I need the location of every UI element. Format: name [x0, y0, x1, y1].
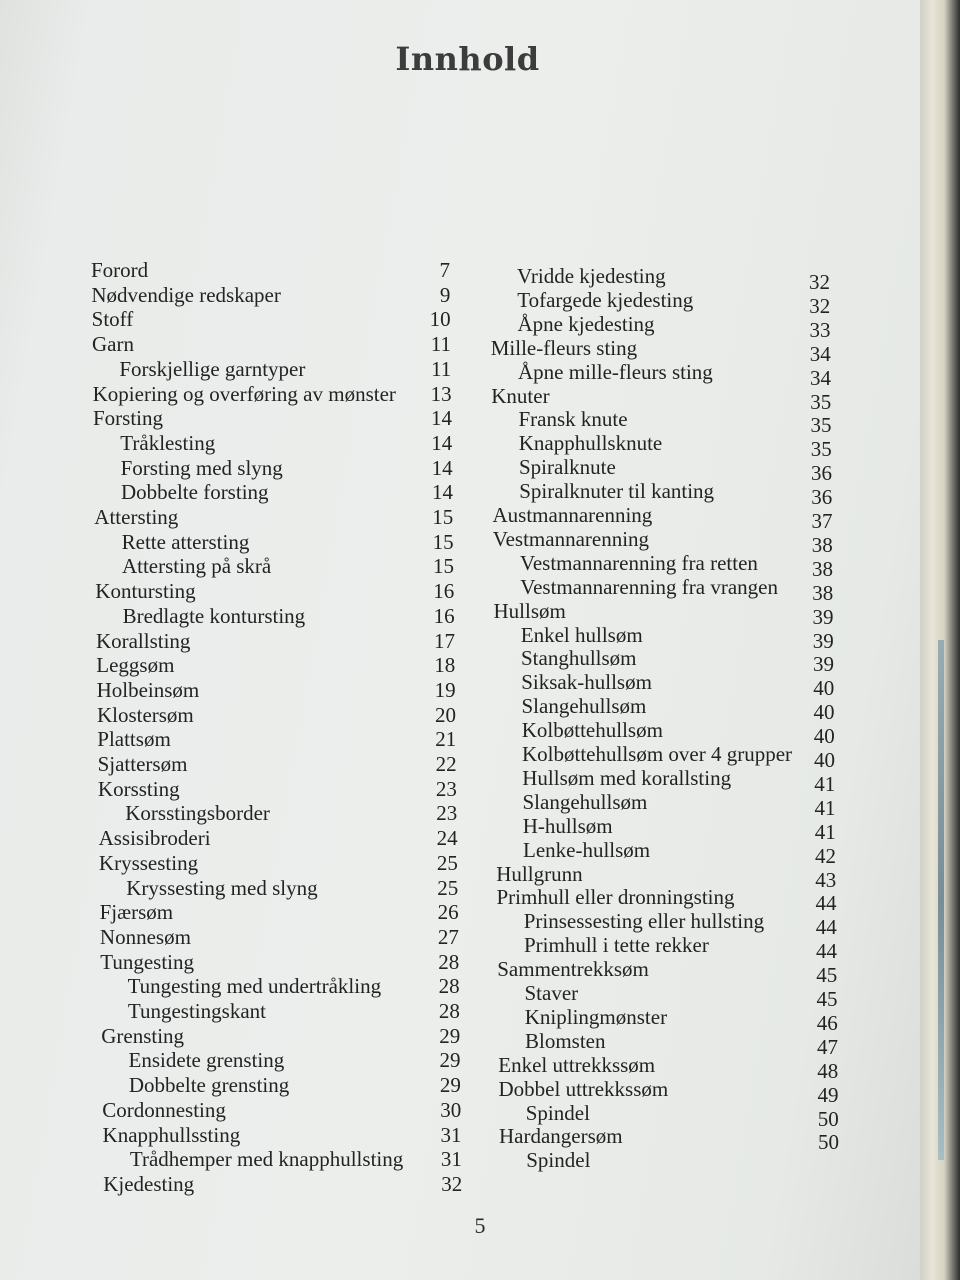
toc-entry-title: Forord: [91, 258, 149, 282]
toc-entry-title: Rette attersting: [121, 529, 250, 554]
toc-entry: [496, 837, 836, 868]
toc-entry: [497, 956, 838, 988]
toc-entry-title: Spiralknuter til kanting: [519, 479, 715, 504]
toc-entry-page: 34: [809, 341, 831, 366]
toc-entry-title: Ensidete grensting: [128, 1048, 285, 1073]
toc-entry: [495, 693, 835, 725]
toc-entry-title: Hullsøm med korallsting: [522, 765, 732, 790]
page-title: Innhold: [395, 40, 540, 78]
toc-entry: [498, 1004, 838, 1035]
toc-entry-page: 49: [817, 1082, 839, 1107]
toc-entry: [492, 454, 832, 486]
toc-entry-page: 29: [439, 1048, 461, 1073]
toc-entry-title: Fransk knute: [518, 407, 628, 432]
toc-entry: [498, 980, 838, 1011]
toc-entry-title: Forskjellige garntyper: [119, 356, 306, 381]
toc-entry-title: Leggsøm: [96, 653, 175, 678]
toc-entry-page: 44: [815, 915, 837, 940]
toc-entry: [101, 973, 460, 999]
toc-entry: [93, 381, 452, 407]
toc-entry-page: 39: [812, 628, 834, 653]
toc-entry: [492, 406, 832, 438]
toc-entry-page: 16: [433, 603, 455, 628]
toc-entry-page: 17: [433, 628, 455, 653]
toc-entry-title: Vridde kjedesting: [517, 264, 666, 288]
toc-entry-title: Stanghullsøm: [521, 646, 637, 671]
toc-entry: [103, 1122, 462, 1148]
toc-entry-title: Knuter: [491, 383, 550, 408]
toc-entry-page: 30: [440, 1097, 462, 1122]
toc-entry: [93, 430, 452, 456]
toc-entry-page: 37: [811, 509, 833, 533]
toc-entry-page: 29: [439, 1023, 461, 1048]
toc-entry-title: Primhull eller dronningsting: [496, 885, 735, 910]
cover-edge-accent: [938, 640, 944, 1160]
toc-entry-page: 23: [436, 801, 458, 826]
toc-entry-title: Tungestingskant: [127, 999, 266, 1023]
toc-entry-page: 31: [440, 1122, 462, 1147]
toc-entry-page: 13: [430, 381, 452, 406]
toc-entry-title: Grensting: [101, 1023, 185, 1048]
toc-entry-title: Vestmannarenning: [492, 526, 650, 551]
toc-entry-page: 35: [810, 413, 832, 438]
toc-entry-page: 45: [816, 963, 838, 988]
toc-entry-page: 15: [432, 554, 454, 579]
toc-entry-page: 38: [812, 556, 833, 581]
toc-entry: [95, 578, 454, 604]
toc-entry: [92, 356, 451, 382]
toc-entry: [93, 405, 452, 431]
toc-entry: [102, 1072, 461, 1098]
toc-entry: [490, 263, 830, 294]
toc-entry-page: 28: [438, 999, 460, 1023]
toc-entry-page: 41: [814, 795, 836, 820]
toc-entry: [493, 550, 833, 581]
toc-entry-title: Kopiering og overføring av mønster: [92, 381, 396, 406]
toc-entry-title: Vestmannarenning fra vrangen: [520, 574, 778, 599]
toc-entry-page: 41: [814, 771, 836, 796]
toc-entry: [499, 1147, 839, 1173]
toc-entry: [98, 800, 457, 826]
toc-entry-title: Enkel hullsøm: [520, 622, 643, 647]
toc-entry: [95, 553, 454, 579]
toc-entry: [499, 1100, 839, 1131]
toc-entry-page: 44: [816, 939, 837, 964]
toc-entry: [92, 306, 451, 332]
toc-entry-title: Mille-fleurs sting: [490, 335, 638, 360]
toc-entry: [496, 813, 836, 844]
toc-entry-title: Spiralknute: [519, 455, 616, 480]
toc-entry-title: Prinsessesting eller hullsting: [523, 909, 765, 934]
toc-entry: [494, 622, 834, 653]
toc-entry-page: 38: [812, 580, 834, 605]
toc-entry-title: Nonnesøm: [99, 924, 191, 949]
toc-entry-title: Knapphullsknute: [518, 431, 663, 456]
toc-entry: [101, 998, 460, 1024]
toc-entry: [94, 479, 453, 505]
toc-entry-page: 31: [440, 1147, 462, 1172]
toc-entry-title: Trådhemper med knapphullsting: [129, 1147, 404, 1172]
toc-entry-page: 32: [809, 293, 831, 318]
toc-entry: [495, 741, 835, 772]
toc-entry-title: Garn: [91, 332, 134, 357]
toc-entry-page: 39: [813, 652, 834, 677]
toc-entry: [100, 924, 459, 950]
toc-entry-title: Holbeinsøm: [96, 677, 200, 702]
toc-entry-page: 36: [811, 461, 832, 486]
toc-entry-title: Spindel: [526, 1148, 591, 1173]
toc-entry-page: 29: [439, 1073, 461, 1098]
toc-entry-page: 9: [439, 282, 451, 307]
toc-entry-page: 15: [432, 529, 454, 554]
toc-entry-page: 18: [434, 653, 456, 678]
toc-entry: [497, 932, 837, 964]
toc-entry-page: 11: [430, 332, 451, 357]
toc-entry-page: 40: [813, 676, 835, 701]
toc-entry-page: 14: [430, 406, 452, 431]
toc-entry-page: 50: [818, 1130, 839, 1155]
toc-entry: [493, 574, 834, 605]
toc-entry-page: 20: [434, 702, 456, 727]
toc-entry: [492, 430, 832, 462]
toc-entry-title: Enkel uttrekkssøm: [498, 1052, 656, 1077]
toc-entry-title: Lenke-hullsøm: [523, 837, 651, 862]
toc-entry-page: 40: [813, 700, 835, 725]
toc-entry-title: Kolbøttehullsøm: [521, 718, 663, 743]
toc-entry: [94, 504, 453, 530]
toc-entry-title: Tråklesting: [120, 430, 216, 455]
toc-entry: [490, 287, 831, 318]
toc-entry-title: Nødvendige redskaper: [91, 282, 281, 307]
toc-entry-title: Kontursting: [95, 579, 196, 604]
toc-entry: [491, 311, 831, 342]
toc-entry: [92, 331, 451, 357]
toc-entry: [103, 1171, 462, 1197]
toc-entry-title: Forsting: [92, 406, 163, 431]
toc-entry-page: 14: [431, 480, 453, 505]
toc-entry: [494, 669, 835, 701]
toc-entry-page: 15: [432, 505, 454, 529]
toc-entry: [497, 908, 837, 940]
toc-entry: [496, 861, 837, 892]
toc-entry-title: Staver: [524, 981, 579, 1005]
toc-entry: [94, 455, 453, 481]
toc-entry: [99, 875, 458, 901]
toc-entry: [494, 645, 834, 677]
toc-entry-page: 45: [816, 987, 838, 1011]
toc-entry-page: 28: [438, 974, 460, 999]
toc-entry: [91, 257, 450, 283]
toc-entry-page: 24: [436, 826, 458, 851]
toc-entry-page: 11: [431, 356, 452, 381]
toc-entry: [491, 359, 831, 390]
toc-entry-title: Dobbelte grensting: [128, 1073, 290, 1098]
toc-entry: [492, 478, 833, 510]
toc-entry-title: Tofargede kjedesting: [517, 287, 694, 312]
toc-entry-title: Kryssesting: [98, 850, 199, 875]
toc-entry: [96, 603, 455, 629]
toc-entry: [498, 1052, 839, 1083]
toc-entry-page: 38: [811, 532, 833, 557]
toc-entry: [97, 726, 456, 752]
toc-entry-title: H-hullsøm: [522, 813, 613, 838]
toc-entry-title: Vestmannarenning fra retten: [520, 550, 758, 575]
toc-entry-page: 27: [437, 924, 459, 949]
toc-entry-page: 43: [815, 867, 837, 892]
toc-entry: [499, 1123, 839, 1155]
toc-entry-page: 35: [810, 389, 832, 414]
toc-entry-title: Kryssesting med slyng: [126, 875, 318, 900]
toc-entry: [102, 1047, 461, 1073]
toc-entry-page: 46: [816, 1010, 838, 1035]
toc-entry: [102, 1097, 461, 1123]
toc-entry-title: Korallsting: [95, 628, 191, 653]
toc-entry-title: Slangehullsøm: [521, 694, 647, 719]
toc-entry-title: Slangehullsøm: [522, 789, 648, 814]
toc-entry: [96, 628, 455, 654]
toc-entry-title: Hullsøm: [493, 598, 566, 623]
toc-entry: [496, 884, 837, 916]
toc-entry-page: 41: [814, 819, 836, 844]
toc-entry-page: 34: [810, 365, 831, 390]
toc-entry-title: Korsstingsborder: [125, 801, 270, 826]
toc-entry-page: 14: [431, 430, 453, 455]
toc-entry-page: 16: [433, 579, 455, 604]
toc-entry-page: 50: [817, 1106, 839, 1131]
toc-entry-page: 32: [441, 1171, 463, 1196]
toc-entry: [495, 765, 836, 796]
toc-entry-title: Klostersøm: [96, 702, 194, 727]
toc-entry-title: Dobbel uttrekkssøm: [498, 1076, 669, 1101]
toc-entry-title: Tungesting med undertråkling: [127, 974, 382, 999]
toc-entry: [99, 825, 458, 851]
toc-entry: [91, 282, 450, 308]
toc-entry-page: 36: [811, 485, 833, 510]
toc-entry-title: Kniplingmønster: [524, 1004, 668, 1029]
toc-entry: [98, 751, 457, 777]
toc-entry-title: Åpne mille-fleurs sting: [518, 359, 713, 384]
page-number: 5: [474, 1213, 486, 1238]
toc-entry-page: 22: [435, 752, 457, 776]
toc-entry-title: Spindel: [525, 1100, 590, 1125]
toc-entry-title: Siksak-hullsøm: [521, 670, 652, 695]
toc-entry-title: Tungesting: [100, 949, 194, 974]
toc-entry: [97, 677, 456, 703]
toc-entry-title: Attersting: [94, 505, 179, 529]
toc-entry-page: 32: [809, 270, 830, 294]
toc-entry: [498, 1076, 839, 1107]
toc-entry-title: Bredlagte kontursting: [122, 603, 306, 628]
toc-entry-title: Sammentrekksøm: [497, 957, 649, 982]
toc-entry-title: Hardangersøm: [499, 1124, 623, 1149]
toc-entry-title: Stoff: [91, 307, 134, 332]
toc-entry: [98, 776, 457, 802]
toc-entry-page: 40: [814, 748, 835, 772]
toc-entry-page: 42: [815, 843, 836, 868]
toc-entry-page: 25: [437, 875, 459, 900]
toc-entry-page: 33: [809, 317, 831, 342]
toc-entry-title: Forsting med slyng: [120, 455, 283, 480]
toc-entry: [100, 899, 459, 925]
toc-entry-title: Plattsøm: [97, 727, 171, 752]
toc-entry-page: 35: [810, 437, 832, 462]
toc-entry-title: Dobbelte forsting: [120, 480, 269, 505]
toc-entry-title: Blomsten: [525, 1028, 606, 1053]
toc-entry-title: Korssting: [97, 776, 180, 801]
toc-entry: [492, 502, 833, 533]
toc-entry-title: Primhull i tette rekker: [524, 933, 709, 958]
toc-entry-page: 19: [434, 677, 456, 702]
toc-entry: [101, 1023, 460, 1049]
toc-entry: [491, 383, 832, 414]
toc-entry-page: 10: [429, 307, 451, 332]
toc-entry-title: Hullgrunn: [496, 861, 583, 886]
toc-entry-page: 39: [812, 604, 834, 629]
toc-entry-title: Cordonnesting: [102, 1097, 226, 1122]
toc-entry-title: Attersting på skrå: [121, 554, 272, 579]
toc-entry-page: 21: [435, 727, 457, 752]
toc-entry-page: 25: [436, 850, 458, 875]
toc-entry-title: Kjedesting: [103, 1171, 195, 1196]
toc-entry-page: 26: [437, 900, 459, 925]
toc-entry: [97, 702, 456, 728]
toc-entry-title: Kolbøttehullsøm over 4 grupper: [522, 742, 793, 766]
toc-entry: [495, 717, 835, 749]
toc-entry: [95, 529, 454, 555]
toc-entry-title: Sjattersøm: [97, 752, 188, 776]
toc-entry-page: 23: [435, 776, 457, 801]
toc-entry-title: Austmannarenning: [492, 503, 653, 527]
toc-entry: [96, 652, 455, 678]
toc-entry: [493, 598, 834, 629]
toc-entry-title: Fjærsøm: [99, 900, 174, 925]
toc-entry-title: Åpne kjedesting: [517, 311, 655, 336]
toc-entry-page: 44: [815, 891, 837, 916]
toc-entry-page: 40: [813, 724, 835, 749]
toc-entry-page: 28: [438, 949, 460, 974]
toc-entry-page: 48: [817, 1058, 839, 1083]
toc-entry: [103, 1146, 462, 1172]
toc-entry-title: Assisibroderi: [98, 826, 211, 851]
toc-entry: [99, 850, 458, 876]
toc-entry: [498, 1028, 838, 1059]
toc-entry: [490, 335, 831, 366]
toc-entry-page: 7: [439, 258, 450, 282]
toc-entry: [496, 789, 836, 820]
toc-entry-page: 47: [817, 1034, 838, 1059]
toc-entry-page: 14: [431, 455, 453, 480]
toc-entry: [100, 949, 459, 975]
toc-entry-title: Knapphullssting: [102, 1122, 241, 1147]
toc-entry: [492, 526, 833, 557]
